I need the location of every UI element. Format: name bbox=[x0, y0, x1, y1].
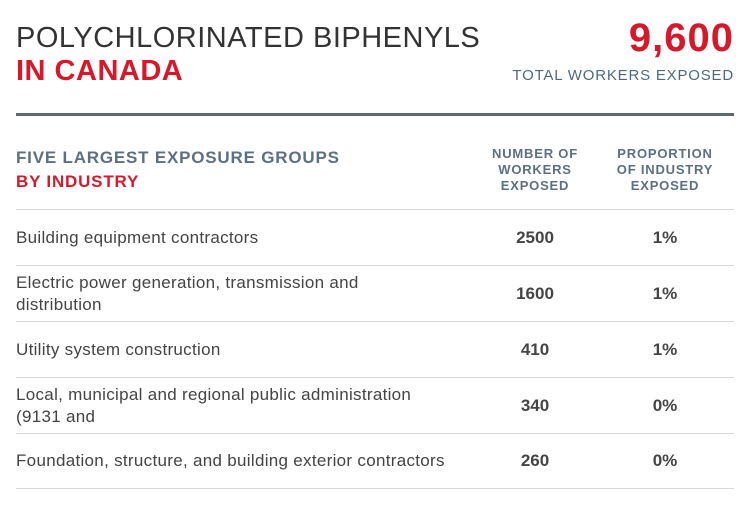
page-subtitle: IN CANADA bbox=[16, 55, 184, 87]
table-title: FIVE LARGEST EXPOSURE GROUPS bbox=[16, 148, 340, 167]
header-divider bbox=[16, 113, 734, 116]
total-workers-label: TOTAL WORKERS EXPOSED bbox=[512, 67, 734, 84]
industry-name: Electric power generation, transmission and distribution bbox=[16, 272, 359, 314]
table-row bbox=[16, 321, 734, 377]
page-title: POLYCHLORINATED BIPHENYLS bbox=[16, 22, 481, 54]
workers-exposed: 410 bbox=[520, 339, 550, 359]
industry-name: Local, municipal and regional public administration (9131 and bbox=[16, 384, 412, 426]
table-row bbox=[16, 433, 734, 489]
column-header-workers: NUMBER OF WORKERS EXPOSED bbox=[492, 146, 578, 193]
table-subtitle: BY INDUSTRY bbox=[16, 172, 140, 191]
proportion-exposed: 0% bbox=[652, 395, 678, 415]
table-header bbox=[16, 130, 734, 208]
industry-name: Foundation, structure, and building exterior contractors bbox=[16, 451, 445, 470]
industry-name: Building equipment contractors bbox=[16, 227, 259, 247]
workers-exposed: 2500 bbox=[516, 227, 554, 247]
header bbox=[16, 16, 734, 92]
workers-exposed: 260 bbox=[520, 451, 550, 470]
table-row bbox=[16, 377, 734, 433]
table-row bbox=[16, 209, 734, 265]
workers-exposed: 340 bbox=[520, 395, 550, 415]
proportion-exposed: 1% bbox=[652, 283, 678, 303]
industry-table bbox=[16, 209, 734, 489]
column-header-proportion: PROPORTION OF INDUSTRY EXPOSED bbox=[616, 146, 714, 193]
proportion-exposed: 1% bbox=[652, 227, 678, 247]
industry-name: Utility system construction bbox=[16, 339, 221, 359]
table-row bbox=[16, 265, 734, 321]
total-workers-number: 9,600 bbox=[628, 16, 734, 60]
proportion-exposed: 1% bbox=[652, 339, 678, 359]
workers-exposed: 1600 bbox=[516, 283, 554, 303]
proportion-exposed: 0% bbox=[652, 451, 678, 470]
